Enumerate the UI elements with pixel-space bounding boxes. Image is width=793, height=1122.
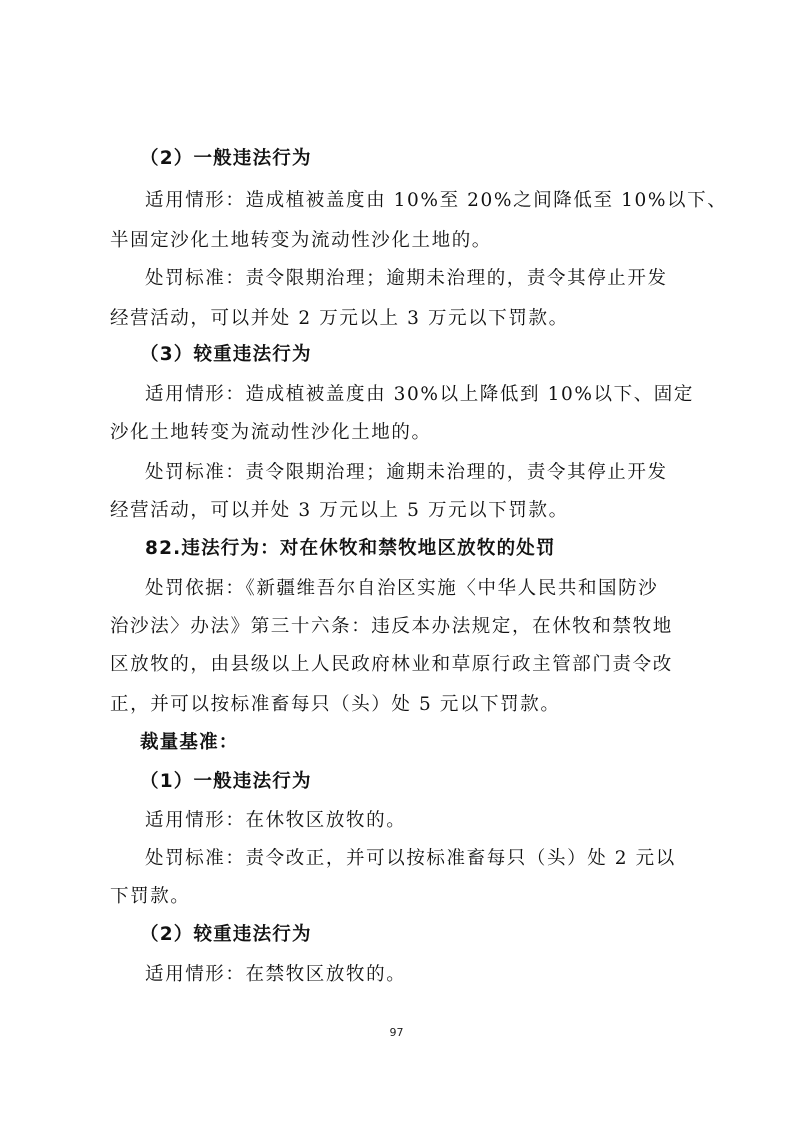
heading-serious-violation-3: （3）较重违法行为 <box>140 344 312 365</box>
penalty-text-cont: 经营活动，可以并处 2 万元以上 3 万元以下罚款。 <box>110 308 569 329</box>
basis-text: 处罚依据：《新疆维吾尔自治区实施〈中华人民共和国防沙 <box>145 578 659 599</box>
heading-serious-violation-2: （2）较重违法行为 <box>140 924 312 945</box>
heading-general-violation-2: （2）一般违法行为 <box>140 148 312 169</box>
basis-text-cont: 正，并可以按标准畜每只（头）处 5 元以下罚款。 <box>110 694 561 715</box>
scenario-text-cont: 沙化土地转变为流动性沙化土地的。 <box>110 422 432 443</box>
basis-text-cont: 区放牧的，由县级以上人民政府林业和草原行政主管部门责令改 <box>110 654 673 675</box>
penalty-text: 处罚标准：责令改正，并可以按标准畜每只（头）处 2 元以 <box>145 848 676 869</box>
scenario-text-cont: 半固定沙化土地转变为流动性沙化土地的。 <box>110 230 492 251</box>
penalty-text-cont: 经营活动，可以并处 3 万元以上 5 万元以下罚款。 <box>110 500 569 521</box>
heading-item-82: 82.违法行为：对在休牧和禁牧地区放牧的处罚 <box>145 538 556 559</box>
scenario-text: 适用情形：造成植被盖度由 10%至 20%之间降低至 10%以下、 <box>145 190 728 211</box>
penalty-text: 处罚标准：责令限期治理；逾期未治理的，责令其停止开发 <box>145 268 668 289</box>
heading-general-violation-1: （1）一般违法行为 <box>140 771 312 792</box>
scenario-text: 适用情形：造成植被盖度由 30%以上降低到 10%以下、固定 <box>145 384 695 405</box>
page-number: 97 <box>389 1026 404 1039</box>
penalty-text: 处罚标准：责令限期治理；逾期未治理的，责令其停止开发 <box>145 462 668 483</box>
penalty-text-cont: 下罚款。 <box>110 886 191 907</box>
scenario-text: 适用情形：在休牧区放牧的。 <box>145 810 407 831</box>
scenario-text: 适用情形：在禁牧区放牧的。 <box>145 964 407 985</box>
basis-text-cont: 治沙法〉办法》第三十六条：违反本办法规定，在休牧和禁牧地 <box>110 616 673 637</box>
heading-criteria: 裁量基准： <box>140 732 239 753</box>
